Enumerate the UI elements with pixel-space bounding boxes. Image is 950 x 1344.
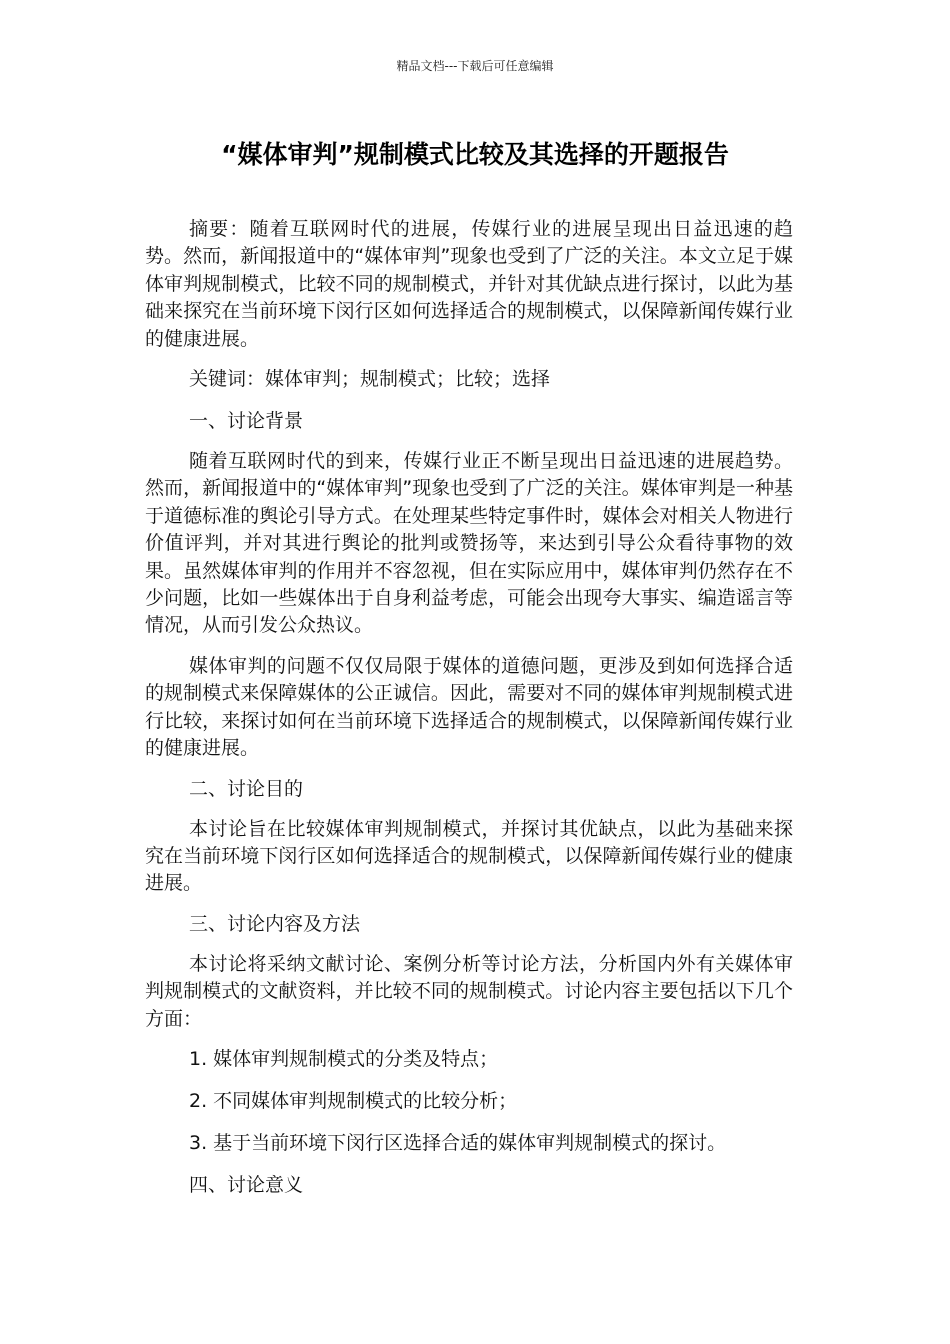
list-item: 2. 不同媒体审判规制模式的比较分析； bbox=[189, 1089, 518, 1112]
document-title: “媒体审判”规制模式比较及其选择的开题报告 bbox=[221, 140, 729, 169]
list-item: 3. 基于当前环境下闵行区选择合适的媒体审判规制模式的探讨。 bbox=[189, 1131, 727, 1154]
background-paragraph-1: 随着互联网时代的到来，传媒行业正不断呈现出日益迅速的进展趋势。然而，新闻报道中的“媒体审判”现象也受到了广泛的关注。媒体审判是一种基于道德标准的舆论引导方式。在处理某些特定事件时，媒体会对相关人物进行价值评判，并对其进行舆论的批判或赞扬等，来达到引导公众看待事物的效果。虽然媒体审判的作用并不容忽视，但在实际应用中，媒体审判仍然存在不少问题，比如一些媒体出于自身利益考虑，可能会出现夸大事实、编造谣言等情况，从而引发公众热议。 bbox=[145, 450, 793, 637]
document-body bbox=[145, 216, 793, 1214]
abstract-paragraph: 摘要：随着互联网时代的进展，传媒行业的进展呈现出日益迅速的趋势。然而，新闻报道中的“媒体审判”现象也受到了广泛的关注。本文立足于媒体审判规制模式，比较不同的规制模式，并针对其优缺点进行探讨，以此为基础来探究在当前环境下闵行区如何选择适合的规制模式，以保障新闻传媒行业的健康进展。 bbox=[145, 218, 793, 350]
page-header: 精品文档---下载后可任意编辑 bbox=[396, 59, 554, 73]
methods-paragraph: 本讨论将采纳文献讨论、案例分析等讨论方法，分析国内外有关媒体审判规制模式的文献资料，并比较不同的规制模式。讨论内容主要包括以下几个方面： bbox=[145, 952, 793, 1030]
section-heading-significance: 四、讨论意义 bbox=[189, 1173, 304, 1196]
background-paragraph-2: 媒体审判的问题不仅仅局限于媒体的道德问题，更涉及到如何选择合适的规制模式来保障媒体的公正诚信。因此，需要对不同的媒体审判规制模式进行比较，来探讨如何在当前环境下选择适合的规制模式，以保障新闻传媒行业的健康进展。 bbox=[145, 654, 793, 760]
section-heading-purpose: 二、讨论目的 bbox=[189, 777, 304, 800]
list-item: 1. 媒体审判规制模式的分类及特点； bbox=[189, 1047, 499, 1070]
section-heading-methods: 三、讨论内容及方法 bbox=[189, 912, 361, 935]
section-heading-background: 一、讨论背景 bbox=[189, 410, 304, 433]
purpose-paragraph: 本讨论旨在比较媒体审判规制模式，并探讨其优缺点，以此为基础来探究在当前环境下闵行区如何选择适合的规制模式，以保障新闻传媒行业的健康进展。 bbox=[145, 817, 793, 895]
keywords-line: 关键词：媒体审判；规制模式；比较；选择 bbox=[189, 368, 551, 391]
